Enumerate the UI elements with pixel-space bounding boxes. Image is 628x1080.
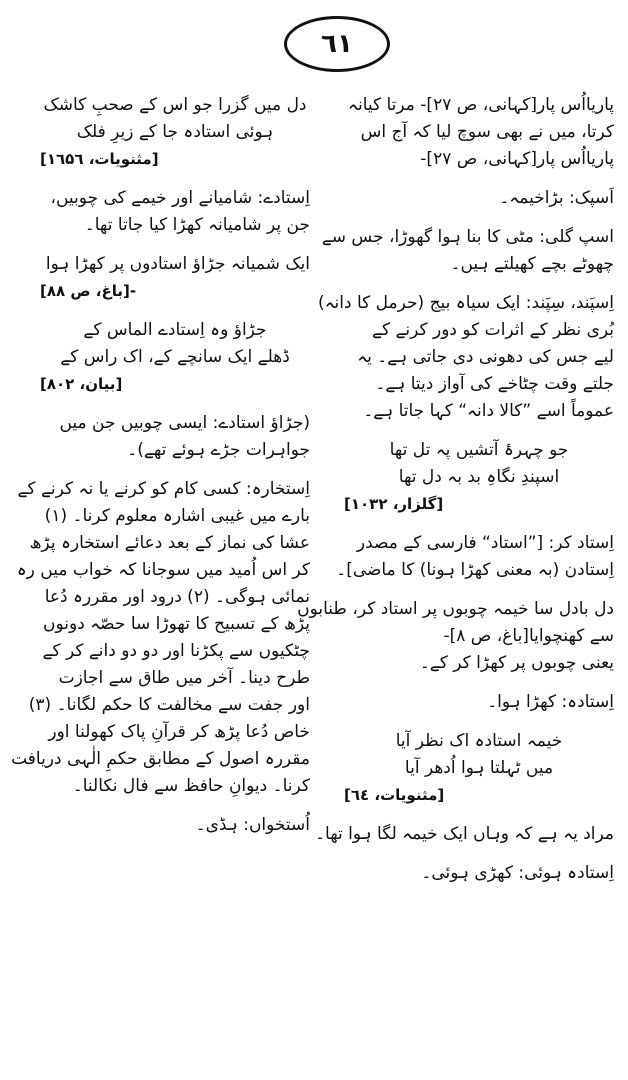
entry-line: اِستخارہ: کسی کام کو کرنے یا نہ کرنے کے <box>17 479 310 499</box>
entry-line: پاریااُس پار[کہانی، ص ۲۷]- <box>420 149 614 169</box>
entry-line: (جڑاؤ استادے: ایسی چوبیں جن میں <box>59 413 310 433</box>
verse-line: جو چہرۂ آتشیں پہ تل تھا <box>389 440 569 460</box>
dictionary-entry <box>40 92 310 173</box>
dictionary-entry <box>344 437 614 518</box>
entry-line: مراد یہ ہے کہ وہاں ایک خیمہ لگا ہوا تھا۔ <box>315 824 614 844</box>
entry-line: عموماً اسے ”کالا دانہ“ کہا جاتا ہے۔ <box>363 401 614 421</box>
entry-line: کرتا، میں نے بھی سوچ لیا کہ آج اس <box>360 122 614 142</box>
entry-line: اِستادہ: کھڑا ہوا۔ <box>487 692 614 712</box>
entry-line: سے کھنچوایا[باغ، ص ۸]- <box>443 626 614 646</box>
dictionary-entry <box>344 689 614 716</box>
entry-line: کرنا۔ دیوانِ حافظ سے فال نکالنا۔ <box>72 776 310 796</box>
entry-line: اِستاد کر: [”استاد“ فارسی کے مصدر <box>356 533 614 553</box>
entry-line: بُری نظر کے اثرات کو دور کرنے کے <box>371 320 614 340</box>
dictionary-entry <box>317 290 614 425</box>
dictionary-entry <box>40 185 310 239</box>
dictionary-entry <box>336 530 614 584</box>
entry-line: لیے جس کی دھونی دی جاتی ہے۔ یہ <box>357 347 614 367</box>
entry-line: بارے میں غیبی اشارہ معلوم کرنا۔ (۱) <box>44 506 310 526</box>
citation-reference: [باغ، ص ۸۸]- <box>40 282 137 300</box>
verse-line: اسپندِ نگاہِ بد بہ دل تھا <box>398 467 560 487</box>
entry-line: دل بادل سا خیمہ چوبوں پر استاد کر، طنابوں <box>297 599 614 619</box>
entry-line: ایک شمیانہ جڑاؤ استادوں پر کھڑا ہوا <box>45 254 310 274</box>
verse-line: خیمہ استادہ اک نظر آیا <box>395 731 563 751</box>
dictionary-entry <box>40 317 310 398</box>
citation-reference: [گلزار، ۱۰۳۲] <box>344 495 444 513</box>
entry-line: یعنی چوبوں پر کھڑا کر کے۔ <box>419 653 614 673</box>
entry-line: پاریااُس پار[کہانی، ص ۲۷]- مرتا کیانہ <box>348 95 614 115</box>
entry-line: نمائی ہوگی۔ (۲) درود اور مقررہ دُعا <box>44 587 310 607</box>
entry-line: چٹکیوں سے پکڑنا اور دو دو دانے کر کے <box>42 641 310 661</box>
page-number <box>284 16 390 72</box>
dictionary-entry <box>315 821 614 848</box>
entry-line: جن پر شامیانہ کھڑا کیا جاتا تھا۔ <box>84 215 310 235</box>
dictionary-entry <box>344 728 614 809</box>
verse-line: ڈھلے ایک سانچے کے، اک راس کے <box>60 347 290 367</box>
dictionary-entry <box>344 860 614 887</box>
entry-line: اُستخواں: ہڈی۔ <box>195 815 310 835</box>
entry-line: اِستادن (بہ معنی کھڑا ہونا) کا ماضی]۔ <box>336 560 614 580</box>
dictionary-entry <box>344 185 614 212</box>
left-column <box>11 92 310 851</box>
dictionary-entry <box>344 92 614 173</box>
page-number-text: ٦١ <box>321 29 353 59</box>
entry-line: جواہرات جڑے ہوئے تھے)۔ <box>127 440 310 460</box>
citation-reference: [مثنویات، ۱٦۵٦] <box>40 150 159 168</box>
entry-line: اسپ گلی: مٹی کا بنا ہوا گھوڑا، جس سے <box>321 227 614 247</box>
right-column <box>297 92 614 899</box>
verse-line: جڑاؤ وہ اِستادے الماس کے <box>83 320 267 340</box>
dictionary-entry <box>321 224 614 278</box>
dictionary-entry <box>40 410 310 464</box>
entry-line: خاص دُعا پڑھ کر قرآنِ پاک کھولنا اور <box>48 722 310 742</box>
entry-line: طرح دینا۔ آخر میں طاق سے اجازت <box>58 668 310 688</box>
citation-reference: [بیان، ۸۰۲] <box>40 375 123 393</box>
entry-line: اِسپَند، سِپَند: ایک سیاہ بیج (حرمل کا دانہ) <box>317 293 614 313</box>
dictionary-entry <box>297 596 614 677</box>
citation-reference: [مثنویات، ٦٤] <box>344 786 445 804</box>
entry-line: عشا کی نماز کے بعد دعائے استخارہ پڑھ <box>29 533 310 553</box>
entry-line: پڑھ کے تسبیح کا تھوڑا سا حصّہ دونوں <box>43 614 310 634</box>
entry-line: اِستادہ ہوئی: کھڑی ہوئی۔ <box>421 863 614 883</box>
dictionary-entry <box>40 812 310 839</box>
verse-line: میں ٹہلتا ہوا اُدھر آیا <box>404 758 554 778</box>
entry-line: اِستادے: شامیانے اور خیمے کی چوبیں، <box>50 188 310 208</box>
dictionary-entry <box>40 251 310 305</box>
entry-line: مقررہ اصول کے مطابق حکمِ الٰہی دریافت <box>11 749 310 769</box>
entry-line: چھوٹے بچے کھیلتے ہیں۔ <box>450 254 614 274</box>
entry-line: اَسپک: بڑاخیمہ۔ <box>499 188 614 208</box>
entry-line: اور جفت سے مخالفت کا حکم لگانا۔ (۳) <box>28 695 310 715</box>
verse-line: دل میں گزرا جو اس کے صحبِ کاشک <box>43 95 307 115</box>
verse-line: ہوئی استادہ جا کے زیرِ فلک <box>76 122 274 142</box>
entry-line: جلتے وقت چٹاخے کی آواز دیتا ہے۔ <box>375 374 614 394</box>
entry-line: کر اس اُمید میں سوجانا کہ خواب میں رہ <box>16 560 310 580</box>
dictionary-entry <box>11 476 310 800</box>
